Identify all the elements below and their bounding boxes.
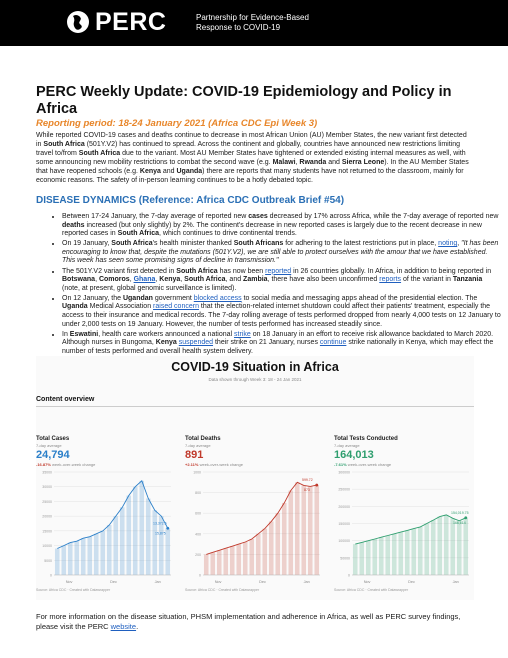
bar <box>55 549 60 575</box>
bar <box>107 525 112 575</box>
y-tick-label: 0 <box>50 573 52 578</box>
card-label: Total Tests Conducted <box>334 436 398 442</box>
bar <box>113 516 118 575</box>
bar <box>463 518 468 575</box>
bar <box>457 521 462 575</box>
bar <box>392 534 397 575</box>
link-suspended[interactable]: suspended <box>178 339 214 347</box>
bar <box>437 517 442 575</box>
bar <box>269 521 274 575</box>
x-tick-label: Jan <box>154 580 161 584</box>
list-item: • Between 17-24 January, the 7-day average of reported new cases decreased by 17% across Africa, while the 7-day average of reported new deaths increased (but only slightly) by 2%. The continent's decrease in new reported cases is largely due to the recent decrease in new reported cases in South Africa, which continues to drive continental trends. <box>62 213 502 239</box>
card-sublabel: 7-day average <box>36 443 62 448</box>
data-label: 13,372.5 <box>153 521 167 526</box>
data-label: 873 <box>304 488 310 493</box>
link-blocked-access[interactable]: blocked access <box>193 294 242 302</box>
y-tick-label: 800 <box>195 491 201 496</box>
bar <box>165 528 170 575</box>
y-tick-label: 50000 <box>340 556 350 561</box>
bar <box>152 510 157 575</box>
bar <box>87 537 92 575</box>
bar <box>275 513 280 575</box>
list-item: • On 12 January, the Ugandan government blocked access to social media and messaging apps ahead of the presidential election. The Uganda Medical Association raised concern that the election-related internet shutdown could affect their patients' treatment, especially the access to their insurance and medical records. The 7-day rolling average of tests performed dropped from nearly 4,000 tests on 12 January to under 2,000 tests on 19 January. However, the number of tests performed has increased steadily since. <box>62 295 502 329</box>
x-tick-label: Dec <box>110 580 117 584</box>
bar <box>81 538 86 575</box>
globe-icon <box>66 10 90 34</box>
content-overview-label: Content overview <box>36 396 95 403</box>
x-tick-label: Jan <box>452 580 459 584</box>
bar <box>133 487 138 575</box>
chart-total-cases <box>36 469 175 587</box>
link-reports[interactable]: reports <box>379 276 402 284</box>
bar <box>379 537 384 575</box>
bar <box>314 485 319 575</box>
bar <box>126 496 131 575</box>
disease-dynamics-list <box>36 213 502 358</box>
bar <box>308 486 313 575</box>
link-raised-concern[interactable]: raised concern <box>153 303 199 311</box>
bar <box>282 503 287 575</box>
link-continue[interactable]: continue <box>319 339 347 347</box>
y-tick-label: 0 <box>199 573 201 578</box>
link-website[interactable]: website <box>110 622 137 631</box>
data-label: 154,019.75 <box>451 510 469 515</box>
bar <box>353 544 358 575</box>
x-tick-label: Nov <box>214 580 222 584</box>
y-tick-label: 400 <box>195 532 201 537</box>
link-reported[interactable]: reported <box>265 267 292 275</box>
bar <box>256 534 261 575</box>
footer-note: For more information on the disease situation, PHSM implementation and adherence in Africa, as well as PERC survey findings, please visit the PERC website. <box>36 612 461 631</box>
bar <box>262 529 267 575</box>
link-noting[interactable]: noting <box>438 240 458 248</box>
card-value: 164,013 <box>334 449 374 461</box>
bar <box>210 552 215 575</box>
chart-source: Source: Africa CDC · Created with Datawrapper <box>36 588 111 592</box>
bar <box>230 546 235 575</box>
x-tick-label: Nov <box>363 580 371 584</box>
list-item: • On 19 January, South Africa's health minister thanked South Africans for adhering to the latest restrictions put in place, noting, "It has been encouraging to know that, despite the mutations (501Y.V2), we are still able to protect ourselves with the amour that we have established. This week has seen some promising signs of decline in transmission." <box>62 240 502 266</box>
perc-logo[interactable] <box>66 10 166 34</box>
y-tick-label: 250000 <box>338 487 350 492</box>
card-value: 891 <box>185 449 204 461</box>
list-item: • The 501Y.V2 variant first detected in South Africa has now been reported in 26 countries globally. In Africa, in addition to being reported in Botswana, Comoros, Ghana, Kenya, South Africa, and Zambia, there have also been unconfirmed reports of the variant in Tanzania (note, at present, global genomic surveillance is limited). <box>62 268 502 294</box>
bar <box>372 539 377 575</box>
dashboard-subtitle: Data shown through Week 3: 18 - 24 Jan 2021 <box>208 377 302 382</box>
y-tick-label: 150000 <box>338 522 350 526</box>
bar <box>444 515 449 575</box>
card-sublabel: 7-day average <box>185 443 211 448</box>
series-line <box>206 482 316 554</box>
y-tick-label: 200000 <box>338 504 350 509</box>
data-label: 599.72 <box>302 478 313 483</box>
bar <box>411 529 416 575</box>
tagline-line-2: Response to COVID-19 <box>196 23 281 32</box>
bar <box>74 541 79 575</box>
data-label: 15,875 <box>155 531 166 536</box>
chart-total-tests <box>334 469 473 587</box>
y-tick-label: 5000 <box>44 558 52 563</box>
list-item: • In Eswatini, health care workers announced a national strike on 18 January in an effort to receive risk allowance backdated to March 2020. Although nurses in Bungoma, Kenya suspended their strike on 21 January, nurses continue strike nationally in Kenya, which may effect the number of tests performed and overall health system delivery. <box>62 331 502 357</box>
end-point <box>315 484 318 487</box>
bar <box>398 532 403 575</box>
bar <box>418 527 423 575</box>
card-value: 24,794 <box>36 449 70 461</box>
card-total-deaths <box>185 436 324 594</box>
divider <box>36 406 474 407</box>
bar <box>301 485 306 575</box>
y-tick-label: 25000 <box>42 499 52 504</box>
reporting-period: Reporting period: 18-24 January 2021 (Africa CDC Epi Week 3) <box>36 118 318 129</box>
bar <box>431 520 436 575</box>
card-label: Total Cases <box>36 436 70 442</box>
end-point <box>464 516 467 519</box>
x-tick-label: Nov <box>65 580 73 584</box>
y-tick-label: 15000 <box>42 529 52 534</box>
card-change: +2.11% week-over-week change <box>185 462 243 467</box>
card-total-tests <box>334 436 473 594</box>
card-total-cases <box>36 436 175 594</box>
bar <box>405 530 410 575</box>
bar <box>359 542 364 575</box>
bar <box>61 546 66 575</box>
x-tick-label: Dec <box>408 580 415 584</box>
bar <box>366 541 371 575</box>
bar <box>288 491 293 575</box>
y-tick-label: 600 <box>195 511 201 516</box>
y-tick-label: 30000 <box>42 485 52 490</box>
header-bar <box>0 0 508 46</box>
card-change: -7.61% week-over-week change <box>334 462 392 467</box>
bar <box>100 531 105 575</box>
bar <box>223 548 228 575</box>
bar <box>424 524 429 576</box>
covid-dashboard <box>36 356 474 600</box>
y-tick-label: 300000 <box>338 470 350 475</box>
chart-total-deaths <box>185 469 324 587</box>
page-title: PERC Weekly Update: COVID-19 Epidemiology and Policy in Africa <box>36 84 452 117</box>
y-tick-label: 1000 <box>193 470 201 475</box>
card-change: -16.87% week-over-week change <box>36 462 96 467</box>
y-tick-label: 100000 <box>338 539 350 544</box>
y-tick-label: 0 <box>348 573 350 578</box>
bar <box>146 498 151 575</box>
bar <box>243 542 248 575</box>
chart-source: Source: Africa CDC · Created with Datawrapper <box>334 588 409 592</box>
bar <box>236 544 241 575</box>
data-label: 166,614 <box>453 520 466 525</box>
y-tick-label: 20000 <box>42 514 52 519</box>
x-tick-label: Dec <box>259 580 266 584</box>
bar <box>217 550 222 575</box>
tagline <box>196 13 356 33</box>
y-tick-label: 35000 <box>42 470 52 475</box>
series-line <box>57 481 168 549</box>
y-tick-label: 10000 <box>42 544 52 549</box>
chart-source: Source: Africa CDC · Created with Datawrapper <box>185 588 260 592</box>
bar <box>204 554 209 575</box>
logo-wordmark: PERC <box>95 8 167 36</box>
y-tick-label: 200 <box>195 552 201 557</box>
section-heading-disease-dynamics: DISEASE DYNAMICS (Reference: Africa CDC Outbreak Brief #54) <box>36 195 345 206</box>
intro-paragraph: While reported COVID-19 cases and deaths continue to decrease in most African Union (AU) Member States, the new variant first detected in South Africa (501Y.V2) has continued to spread. Across the continent and globally, countries have announced new restrictions limiting travel to/from South Africa due to the variant. Most AU Member States have tightened or extended existing internal measures as well, with some announcing new mobility restrictions to combat the second wave (e.g. Malawi, Rwanda and Sierra Leone). In the AU Member States that have reopened schools (e.g. Kenya and Uganda) there are reports that many students have not returned to the classroom, mainly for economic reasons. The safety of in-person learning continues to be a hotly debated topic. <box>36 132 469 184</box>
bar <box>450 518 455 575</box>
bar <box>295 482 300 575</box>
bar <box>68 543 73 575</box>
series-line <box>355 515 466 544</box>
bar <box>249 539 254 575</box>
card-sublabel: 7-day average <box>334 443 360 448</box>
x-tick-label: Jan <box>303 580 310 584</box>
bar <box>94 534 99 575</box>
card-label: Total Deaths <box>185 436 221 442</box>
dashboard-title: COVID-19 Situation in Africa <box>171 360 339 374</box>
bar <box>120 507 125 575</box>
bar <box>385 536 390 575</box>
end-point <box>166 527 169 530</box>
tagline-line-1: Partnership for Evidence-Based <box>196 13 309 22</box>
bar <box>139 481 144 575</box>
link-strike[interactable]: strike <box>234 330 251 338</box>
link-ghana[interactable]: Ghana <box>133 276 156 284</box>
